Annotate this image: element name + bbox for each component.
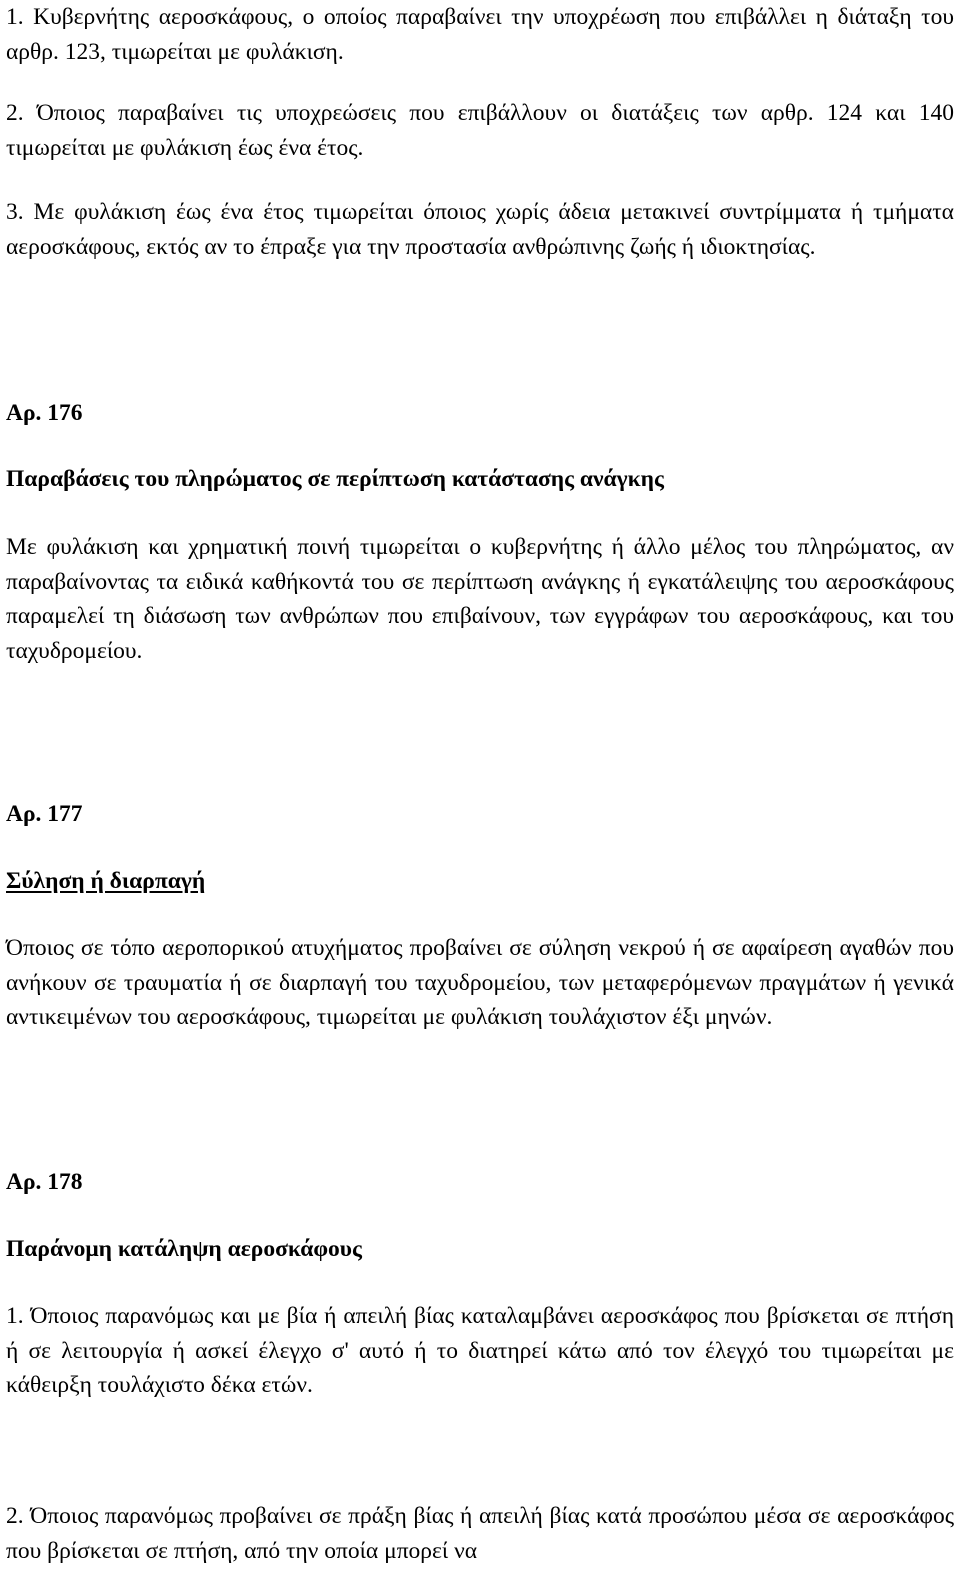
article-178-paragraph-1: 1. Όποιος παρανόμως και με βία ή απειλή βίας καταλαμβάνει αεροσκάφος που βρίσκεται σε πτήση ή σε λειτουργία ή ασκεί έλεγχο σ' αυτό ή το διατηρεί κάτω από τον έλεγχό του τιμωρείται με κάθειρξη τουλάχιστο δέκα ετών.	[6, 1303, 954, 1399]
article-177-title: Σύληση ή διαρπαγή	[6, 868, 206, 894]
paragraph-intro-1: 1. Κυβερνήτης αεροσκάφους, ο οποίος παραβαίνει την υποχρέωση που επιβάλλει η διάταξη του αρθρ. 123, τιμωρείται με φυλάκιση.	[6, 4, 954, 65]
article-176-title: Παραβάσεις του πληρώματος σε περίπτωση κατάστασης ανάγκης	[6, 466, 664, 492]
article-178-title: Παράνομη κατάληψη αεροσκάφους	[6, 1236, 362, 1262]
article-176-number: Αρ. 176	[6, 400, 83, 426]
article-178-paragraph-2: 2. Όποιος παρανόμως προβαίνει σε πράξη βίας ή απειλή βίας κατά προσώπου μέσα σε αεροσκάφος που βρίσκεται σε πτήση, από την οποία μπορεί να	[6, 1503, 954, 1564]
article-176-paragraph: Με φυλάκιση και χρηματική ποινή τιμωρείται ο κυβερνήτης ή άλλο μέλος του πληρώματος, αν παραβαίνοντας τα ειδικά καθήκοντά του σε περίπτωση ανάγκης ή εγκατάλειψης του αεροσκάφους παραμελεί τη διάσωση των ανθρώπων που επιβαίνουν, των εγγράφων του αεροσκάφους, και του ταχυδρομείου.	[6, 534, 954, 664]
article-178-number: Αρ. 178	[6, 1169, 83, 1195]
article-177-number: Αρ. 177	[6, 801, 83, 827]
article-177-paragraph: Όποιος σε τόπο αεροπορικού ατυχήματος προβαίνει σε σύληση νεκρού ή σε αφαίρεση αγαθών που ανήκουν σε τραυματία ή σε διαρπαγή του ταχυδρομείου, των μεταφερόμενων πραγμάτων ή γενικά αντικειμένων του αεροσκάφους, τιμωρείται με φυλάκιση τουλάχιστον έξι μηνών.	[6, 935, 954, 1031]
paragraph-intro-3: 3. Με φυλάκιση έως ένα έτος τιμωρείται όποιος χωρίς άδεια μετακινεί συντρίμματα ή τμήματα αεροσκάφους, εκτός αν το έπραξε για την προστασία ανθρώπινης ζωής ή ιδιοκτησίας.	[6, 199, 954, 260]
paragraph-intro-2: 2. Όποιος παραβαίνει τις υποχρεώσεις που επιβάλλουν οι διατάξεις των αρθρ. 124 και 140 τιμωρείται με φυλάκιση έως ένα έτος.	[6, 100, 954, 161]
